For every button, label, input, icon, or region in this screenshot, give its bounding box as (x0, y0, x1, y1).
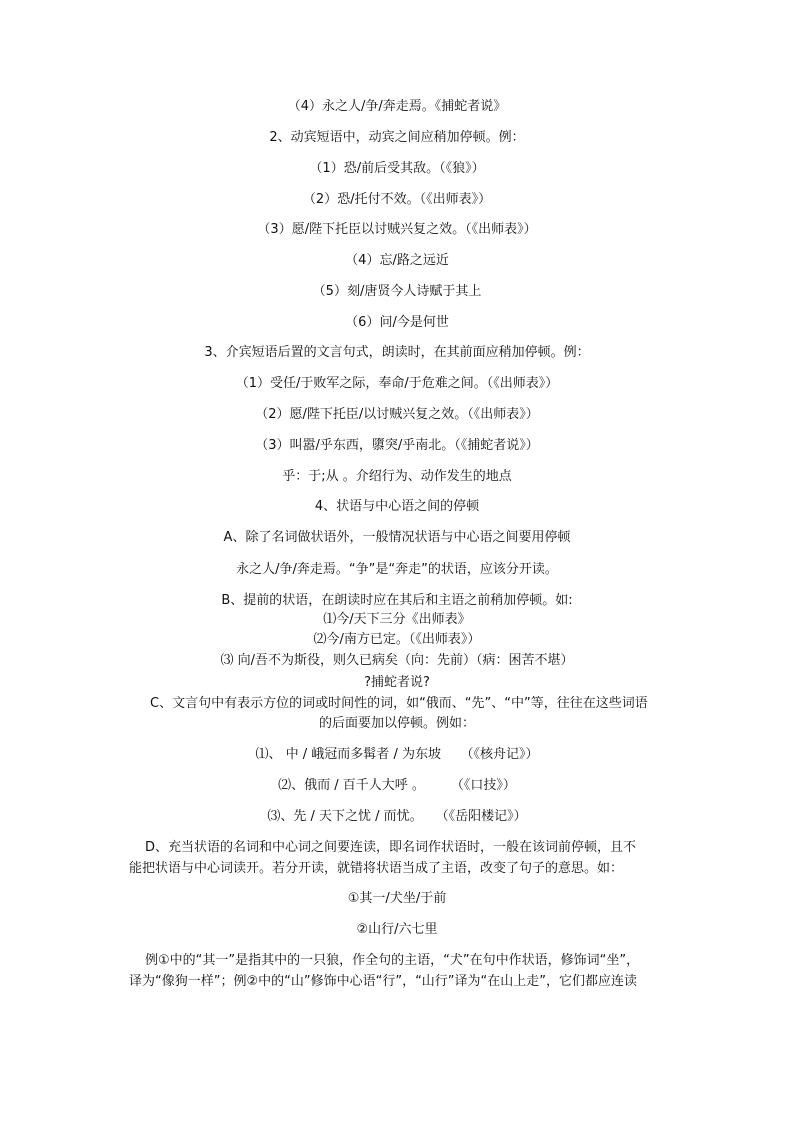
example-line: （4）永之人/争/奔走焉。《捕蛇者说》 (287, 99, 507, 114)
example-line: ⑶ 向/吾不为斯役，则久已病矣（向：先前）（病：困苦不堪） (220, 653, 574, 668)
explanation-line: 译为“像狗一样”；例②中的“山”修饰中心语“行”，“山行”译为“在山上走”，它们都应连读 (129, 974, 638, 989)
rule-line: C、文言句中有表示方位的词或时间性的词，如“俄而、“先”、“中”等，往往在这些词语 (150, 696, 648, 711)
rule-paragraph-line: D、充当状语的名词和中心词之间要连读，即名词作状语时，一般在该词前停顿，且不 (145, 840, 637, 855)
rule-paragraph-line: 能把状语与中心词读开。若分开读，就错将状语当成了主语，改变了句子的意思。如： (129, 861, 624, 876)
example-line: ⑶、先 / 天下之忧 / 而忧。 （《岳阳楼记》） (267, 809, 527, 824)
section-heading: 2、动宾短语中，动宾之间应稍加停顿。例： (269, 130, 525, 145)
example-line: （1）恐/前后受其敌。（《狼》） (309, 161, 485, 176)
example-line: ⑵今/南方已定。（《出师表》） (313, 632, 481, 647)
rule-line: 的后面要加以停顿。例如： (318, 716, 475, 731)
example-line: （6）问/今是何世 (345, 315, 449, 330)
example-line: （2）愿/陛下托臣/以讨贼兴复之效。（《出师表》） (255, 407, 539, 422)
rule-line: A、除了名词做状语外，一般情况状语与中心语之间要用停顿 (223, 530, 571, 545)
rule-line: B、提前的状语，在朗读时应在其后和主语之前稍加停顿。如: (221, 593, 573, 608)
example-line: ⑴今/天下三分《出师表》 (323, 612, 471, 627)
example-line: ②山行/六七里 (356, 922, 438, 937)
example-line: （4）忘/路之远近 (345, 253, 449, 268)
section-heading: 4、状语与中心语之间的停顿 (314, 499, 480, 514)
example-line: （1）受任/于败军之际，奉命/于危难之间。（《出师表》） (235, 376, 559, 391)
section-heading: 3、介宾短语后置的文言句式，朗读时，在其前面应稍加停顿。例： (204, 345, 590, 360)
explanation-line: 例①中的“其一”是指其中的一只狼，作全句的主语，“犬”在句中作状语，修饰词“坐”， (145, 953, 640, 968)
example-line: ①其一/犬坐/于前 (347, 891, 447, 906)
example-line: （5）刻/唐贤今人诗赋于其上 (312, 284, 482, 299)
example-line: ⑴、 中 / 峨冠而多髯者 / 为东坡 （《核舟记》） (255, 747, 539, 762)
note-line: 乎：于;从 。介绍行为、动作发生的地点 (282, 469, 512, 484)
example-line: （3）叫嚣/乎东西，隳突/乎南北。（《捕蛇者说》） (255, 438, 539, 453)
example-line: ⑵、俄而 / 百千人大呼 。 （《口技》） (278, 778, 516, 793)
example-line: 永之人/争/奔走焉。“争”是“奔走”的状语，应该分开读。 (236, 562, 558, 577)
example-line: （2）恐/托付不效。（《出师表》） (302, 192, 492, 207)
source-line: ?捕蛇者说? (364, 675, 430, 690)
example-line: （3）愿/陛下托臣以讨贼兴复之效。（《出师表》） (257, 222, 537, 237)
